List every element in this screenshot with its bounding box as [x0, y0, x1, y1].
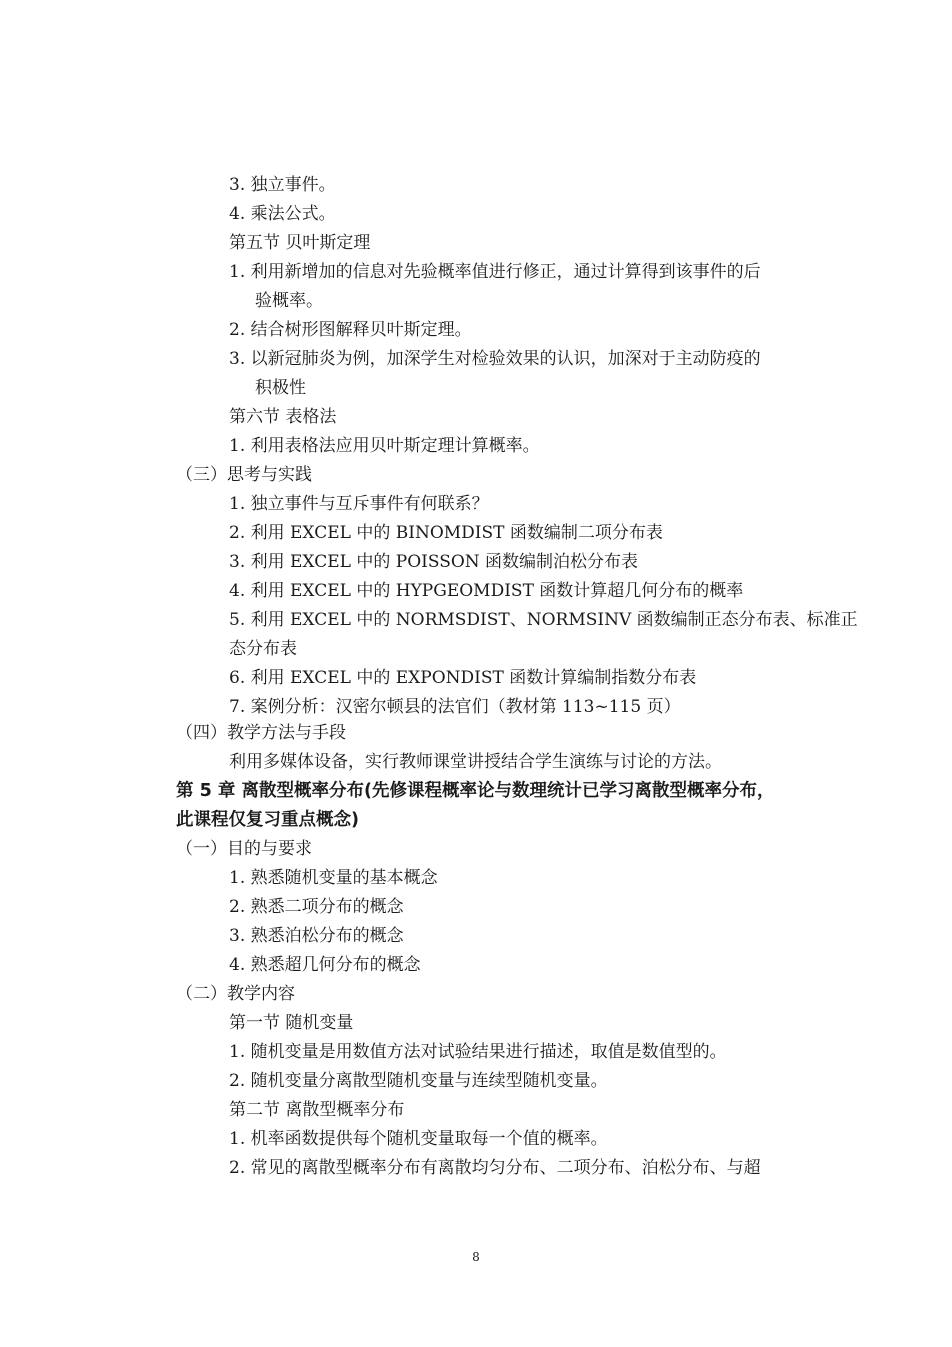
section-heading-discrete-distribution: 第二节 离散型概率分布: [229, 1100, 405, 1120]
list-item-practice-5-cont: 态分布表: [229, 639, 297, 659]
list-item-bayes-1-cont: 验概率。: [255, 291, 323, 311]
list-item-practice-6: 6. 利用 EXCEL 中的 EXPONDIST 函数计算编制指数分布表: [229, 668, 697, 688]
list-item-practice-2: 2. 利用 EXCEL 中的 BINOMDIST 函数编制二项分布表: [229, 523, 663, 543]
list-item-practice-7: 7. 案例分析：汉密尔顿县的法官们（教材第 113~115 页）: [229, 697, 681, 717]
list-item-practice-1: 1. 独立事件与互斥事件有何联系？: [229, 494, 489, 514]
list-item-practice-5: 5. 利用 EXCEL 中的 NORMSDIST、NORMSINV 函数编制正态分布表、标准正: [229, 610, 858, 630]
section-heading-table-method: 第六节 表格法: [229, 407, 337, 427]
list-item-random-variable-2: 2. 随机变量分离散型随机变量与连续型随机变量。: [229, 1071, 608, 1091]
list-item-bayes-3: 3. 以新冠肺炎为例，加深学生对检验效果的认识，加深对于主动防疫的: [229, 349, 761, 369]
page-number: 8: [472, 1250, 480, 1264]
list-item-random-variable-1: 1. 随机变量是用数值方法对试验结果进行描述，取值是数值型的。: [229, 1042, 727, 1062]
subheading-practice: （三）思考与实践: [176, 465, 312, 485]
list-item-discrete-1: 1. 机率函数提供每个随机变量取每一个值的概率。: [229, 1129, 608, 1149]
subheading-content: （二）教学内容: [176, 984, 295, 1004]
subheading-objectives: （一）目的与要求: [176, 839, 312, 859]
list-item-table-method-1: 1. 利用表格法应用贝叶斯定理计算概率。: [229, 436, 540, 456]
list-item-practice-4: 4. 利用 EXCEL 中的 HYPGEOMDIST 函数计算超几何分布的概率: [229, 581, 744, 601]
list-item-objective-4: 4. 熟悉超几何分布的概念: [229, 955, 421, 975]
list-item-bayes-3-cont: 积极性: [255, 378, 306, 398]
subheading-teaching-methods: （四）教学方法与手段: [176, 723, 346, 743]
list-item-discrete-2: 2. 常见的离散型概率分布有离散均匀分布、二项分布、泊松分布、与超: [229, 1158, 761, 1178]
list-item-independent-events: 3. 独立事件。: [229, 175, 336, 195]
list-item-bayes-1: 1. 利用新增加的信息对先验概率值进行修正，通过计算得到该事件的后: [229, 262, 761, 282]
list-item-bayes-2: 2. 结合树形图解释贝叶斯定理。: [229, 320, 472, 340]
paragraph-teaching-methods: 利用多媒体设备，实行教师课堂讲授结合学生演练与讨论的方法。: [229, 752, 722, 772]
section-heading-random-variable: 第一节 随机变量: [229, 1013, 354, 1033]
section-heading-bayes: 第五节 贝叶斯定理: [229, 233, 371, 253]
list-item-multiplication-formula: 4. 乘法公式。: [229, 204, 336, 224]
chapter-heading-cont: 此课程仅复习重点概念): [176, 810, 359, 830]
list-item-objective-3: 3. 熟悉泊松分布的概念: [229, 926, 404, 946]
list-item-objective-2: 2. 熟悉二项分布的概念: [229, 897, 404, 917]
list-item-objective-1: 1. 熟悉随机变量的基本概念: [229, 868, 438, 888]
chapter-heading: 第 5 章 离散型概率分布(先修课程概率论与数理统计已学习离散型概率分布，: [176, 781, 775, 801]
list-item-practice-3: 3. 利用 EXCEL 中的 POISSON 函数编制泊松分布表: [229, 552, 639, 572]
